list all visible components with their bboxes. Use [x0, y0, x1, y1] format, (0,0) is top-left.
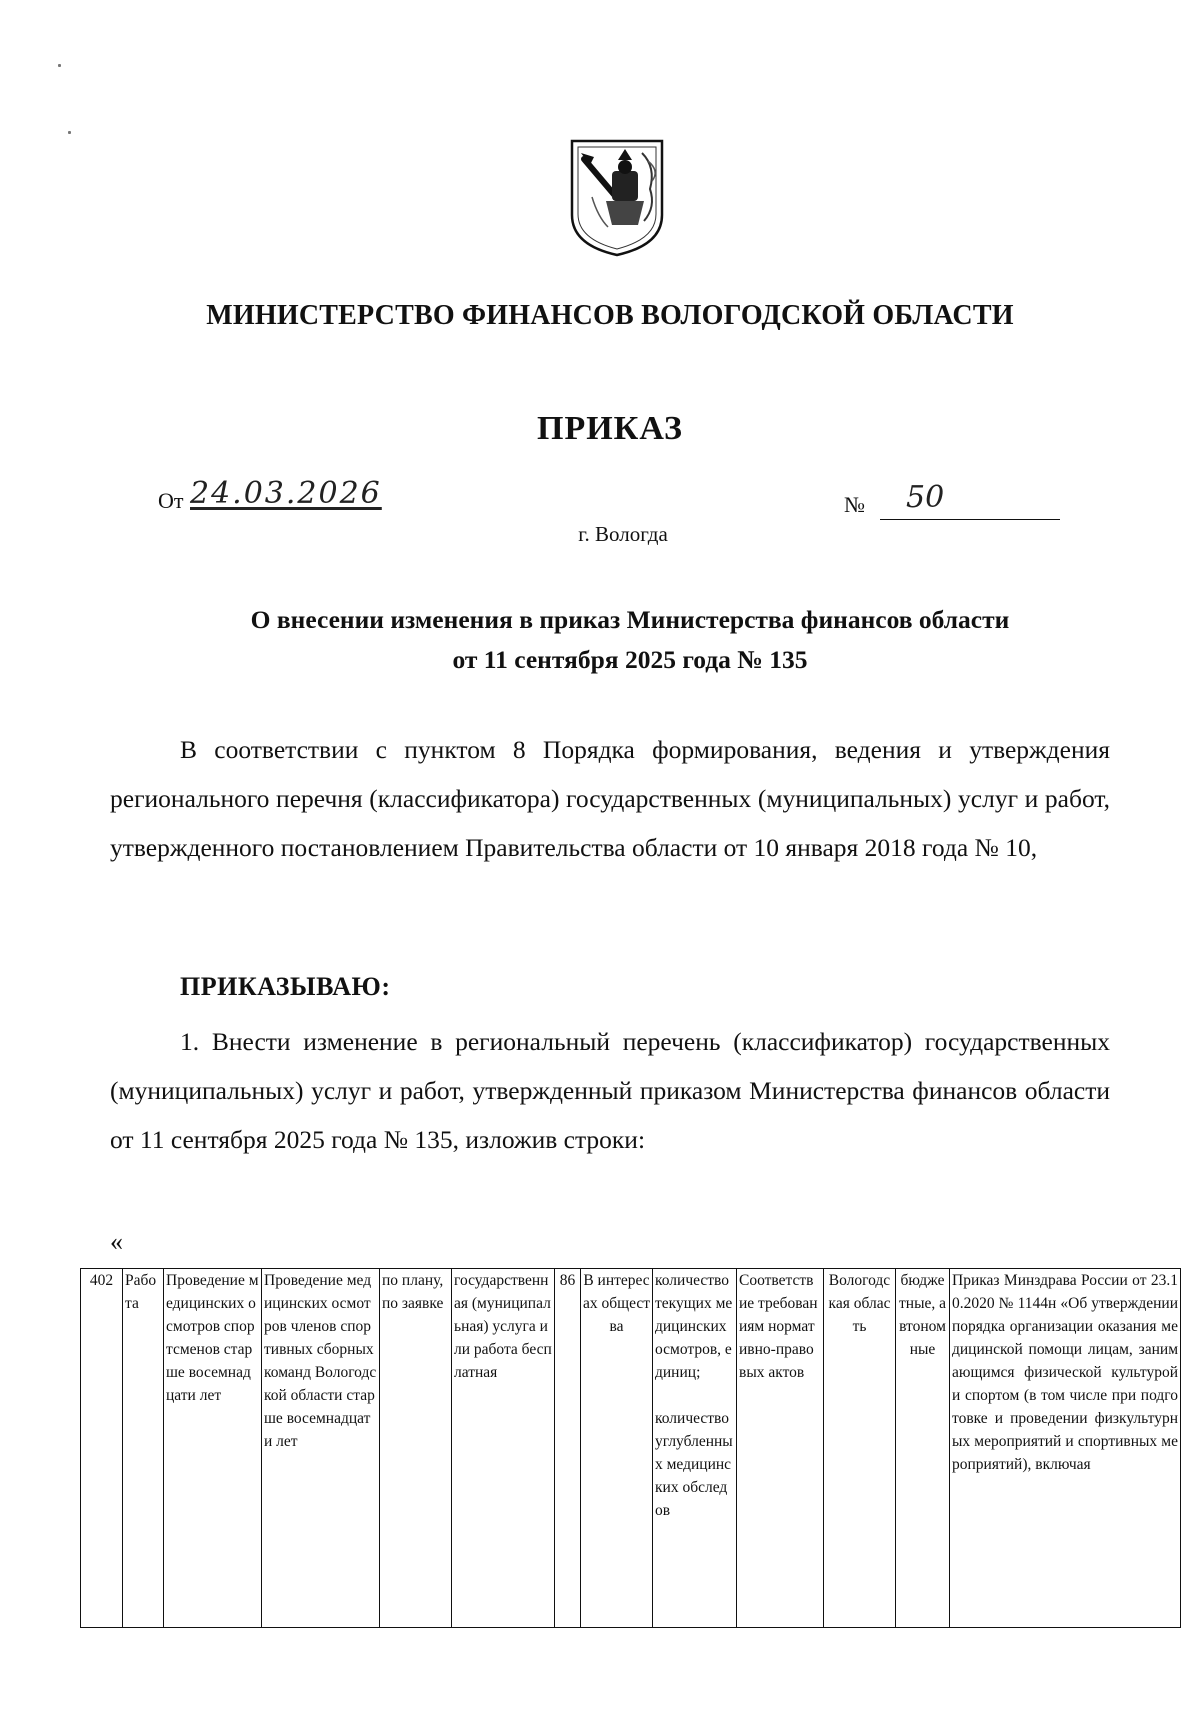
- cell-kind: Работа: [123, 1269, 164, 1628]
- cell-region: Вологодская область: [824, 1269, 896, 1628]
- cell-consumers: В интересах общества: [581, 1269, 653, 1628]
- handwritten-number: 50: [880, 480, 1060, 520]
- cell-quality: Соответствие требованиям нормативно-правовых актов: [737, 1269, 824, 1628]
- document-title: ПРИКАЗ: [537, 410, 683, 447]
- coat-of-arms-emblem: [568, 137, 666, 259]
- number-label: №: [844, 492, 865, 517]
- scan-speck: [68, 131, 71, 134]
- indicator-2: количество углубленных медицинских обследов: [655, 1410, 733, 1519]
- date-label: От: [158, 488, 184, 513]
- cell-conditions: по плану, по заявке: [380, 1269, 452, 1628]
- cell-legal-basis: Приказ Минздрава России от 23.10.2020 № 1144н «Об утверждении порядка организации оказания медицинской помощи лицам, занимающимся физической культурой и спортом (в том числе при подготовке и проведении физкультурных мероприятий и спортивных мероприятий), включая: [950, 1269, 1181, 1628]
- item-1-paragraph: 1. Внести изменение в региональный перечень (классификатор) государственных (муниципальных) услуг и работ, утвержденный приказом Министерства финансов области от 11 сентября 2025 года № 135, изложив строки:: [110, 1027, 1110, 1154]
- cell-type: государственная (муниципальная) услуга или работа бесплатная: [452, 1269, 555, 1628]
- subject-line-1: О внесении изменения в приказ Министерства финансов области: [250, 605, 1010, 634]
- preamble-paragraph: В соответствии с пунктом 8 Порядка формирования, ведения и утверждения регионального перечня (классификатора) государственных (муниципальных) услуг и работ, утвержденного постановлением Правительства области от 10 января 2018 года № 10,: [110, 735, 1110, 862]
- order-heading: ПРИКАЗЫВАЮ:: [180, 972, 391, 1001]
- cell-number: 402: [81, 1269, 123, 1628]
- classifier-table: [80, 1268, 1181, 1628]
- city-name: г. Вологда: [578, 522, 668, 546]
- cell-name: Проведение медицинских осмотров спортсменов старше восемнадцати лет: [164, 1269, 262, 1628]
- cell-indicators: [653, 1269, 737, 1628]
- order-subject: [0, 600, 1200, 680]
- ministry-name: МИНИСТЕРСТВО ФИНАНСОВ ВОЛОГОДСКОЙ ОБЛАСТИ: [206, 300, 1014, 331]
- handwritten-date: 24.03.2026: [190, 476, 382, 511]
- scan-speck: [58, 64, 61, 67]
- table-row: [81, 1269, 1181, 1628]
- subject-line-2: от 11 сентября 2025 года № 135: [452, 645, 808, 674]
- opening-quote: «: [110, 1227, 123, 1256]
- cell-content: Проведение медицинских осмотров членов спортивных сборных команд Вологодской области старше восемнадцати лет: [262, 1269, 380, 1628]
- indicator-1: количество текущих медицинских осмотров, единиц;: [655, 1272, 733, 1381]
- cell-code: 86: [555, 1269, 581, 1628]
- cell-institutions: бюджетные, автономные: [896, 1269, 950, 1628]
